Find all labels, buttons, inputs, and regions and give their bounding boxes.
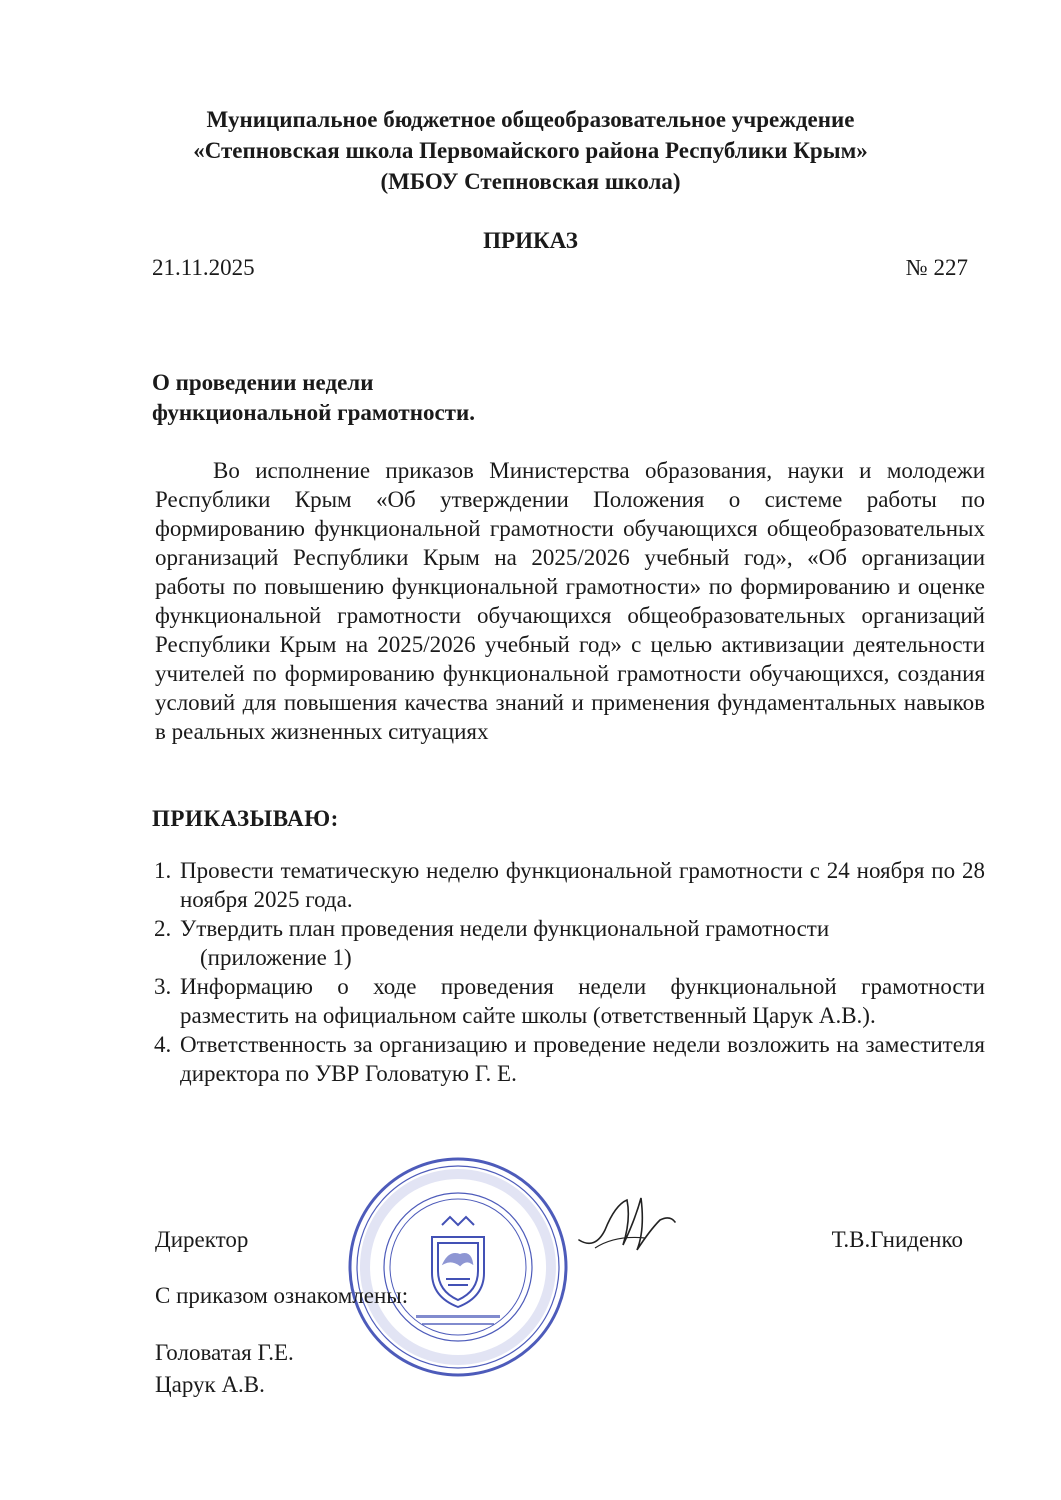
handwritten-signature <box>575 1190 685 1260</box>
preamble-paragraph: Во исполнение приказов Министерства образования, науки и молодежи Республики Крым «Об утверждении Положения о системе работы по формированию функциональной грамотности обучающихся общеобразовательных организаций Республики Крым на 2025/2026 учебный год», «Об организации работы по повышению функциональной грамотности» по формированию и оценке функциональной грамотности обучающихся общеобразовательных организаций Республики Крым на 2025/2026 учебный год» с целью активизации деятельности учителей по формированию функциональной грамотности обучающихся, создания условий для повышения качества знаний и применения фундаментальных навыков в реальных жизненных ситуациях <box>155 458 985 744</box>
order-item-text-continued: (приложение 1) <box>200 945 352 970</box>
order-item-number: 3. <box>154 974 172 999</box>
order-item-text: Утвердить план проведения недели функциональной грамотности <box>180 916 830 941</box>
order-item-number: 2. <box>154 916 172 941</box>
acquainted-name: Царук А.В. <box>155 1372 265 1397</box>
acquainted-list <box>155 1337 294 1401</box>
order-item-text: Ответственность за организацию и проведение недели возложить на заместителя директора по УВР Головатую Г. Е. <box>180 1032 985 1086</box>
signatory-name: Т.В.Гниденко <box>831 1227 963 1252</box>
orders-list <box>154 856 985 1088</box>
order-item-text: Провести тематическую неделю функциональной грамотности с 24 ноября по 28 ноября 2025 года. <box>180 858 985 912</box>
order-item <box>154 1030 985 1088</box>
subject-line-2: функциональной грамотности. <box>152 400 475 425</box>
order-item <box>154 856 985 914</box>
header-line-1: Муниципальное бюджетное общеобразовательное учреждение <box>206 107 855 132</box>
order-item-text: Информацию о ходе проведения недели функциональной грамотности разместить на официальном сайте школы (ответственный Царук А.В.). <box>180 974 985 1028</box>
institution-header <box>0 104 1061 197</box>
document-type: ПРИКАЗ <box>483 228 578 253</box>
signatory-title: Директор <box>155 1227 249 1252</box>
order-item <box>154 972 985 1030</box>
order-heading: ПРИКАЗЫВАЮ: <box>152 806 339 831</box>
official-seal <box>346 1155 570 1379</box>
order-subject <box>152 368 475 428</box>
order-date: 21.11.2025 <box>152 255 255 280</box>
header-line-2: «Степновская школа Первомайского района Республики Крым» <box>193 138 868 163</box>
order-item-number: 4. <box>154 1032 172 1057</box>
order-item-number: 1. <box>154 858 172 883</box>
coat-of-arms-icon <box>432 1217 484 1307</box>
order-item <box>154 914 985 972</box>
acquainted-name: Головатая Г.Е. <box>155 1340 294 1365</box>
acquainted-label: С приказом ознакомлены: <box>155 1283 409 1308</box>
subject-line-1: О проведении недели <box>152 370 374 395</box>
order-number: № 227 <box>905 255 968 280</box>
header-line-3: (МБОУ Степновская школа) <box>380 169 681 194</box>
